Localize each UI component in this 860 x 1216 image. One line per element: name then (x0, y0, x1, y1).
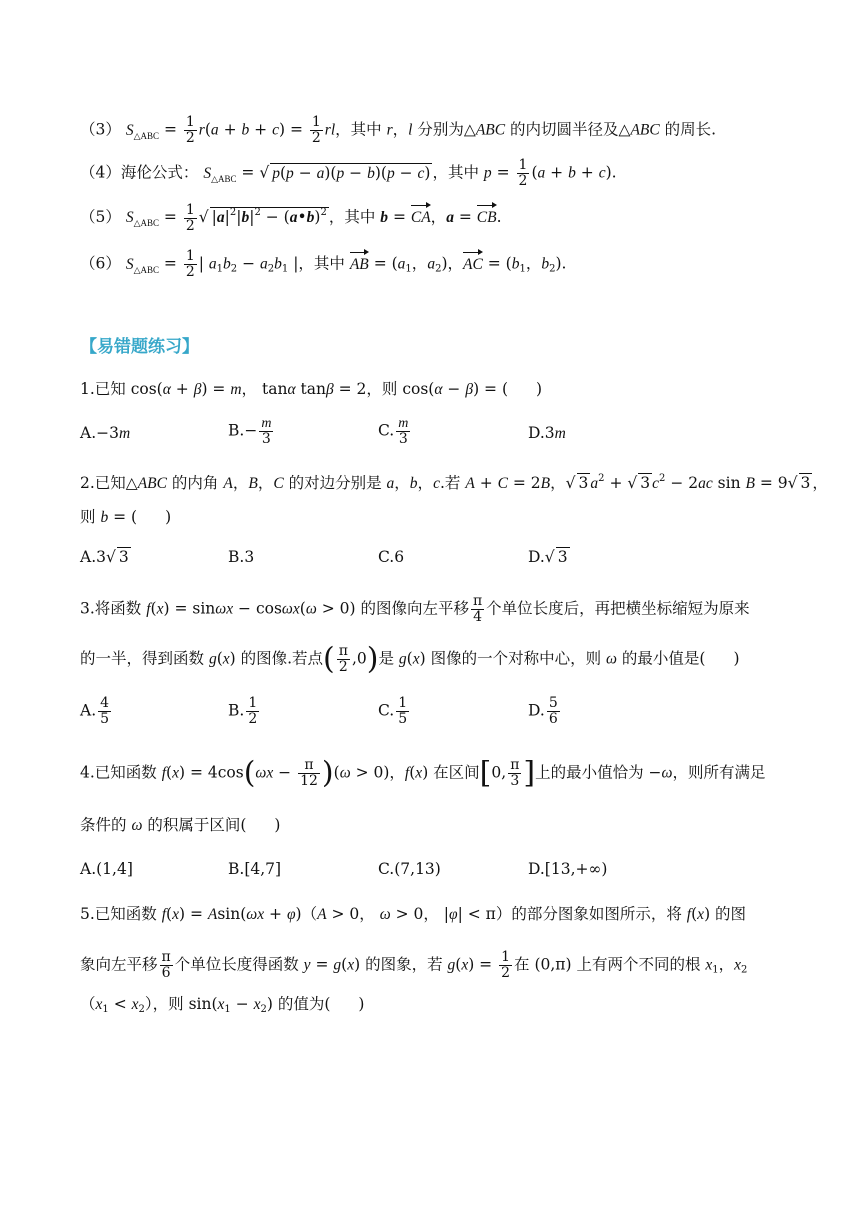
question-2-option-d: D.√ 3 (528, 548, 568, 566)
question-3-option-a: A. $\frac{4}{5}$ (80, 695, 110, 727)
formula-6-coordinates: （6） $S_{\triangle ABC}$ = $\frac{1}{2}$ | a1b2 − a2b1 |，其中 AB = (a1，a2)，AC = (b1，b2). (80, 248, 567, 280)
question-1-option-c: C. $\frac{m}{3}$ (378, 416, 409, 447)
section-heading: 【易错题练习】 (80, 337, 199, 357)
question-1-option-d: D.3m (528, 424, 566, 442)
question-2-stem-line-1: 2.已知△ABC 的内角 A，B，C 的对边分别是 a，b，c.若 A + C = 2B，√ 3 $a^2$ + √ 3 $c^2 - 2ac$ sin B = 9√ 3 ， (80, 473, 828, 492)
question-3-option-c: C. $\frac{1}{5}$ (378, 695, 408, 727)
question-4-stem-line-2: 条件的 ω 的积属于区间( ) (80, 816, 281, 834)
question-3-option-d: D. $\frac{5}{6}$ (528, 695, 558, 727)
formula-4-heron: （4）海伦公式： $S_{\triangle ABC}$ = √ p(p − a)(p − b)(p − c) ，其中 p = $\frac{1}{2}$ (a + b + c). (80, 157, 617, 189)
question-4-option-a: A.(1,4] (80, 860, 133, 878)
formula-5-label: （5） (80, 208, 121, 226)
question-2-stem-line-2: 则 b = ( ) (80, 508, 172, 526)
question-1-option-b: B.− $\frac{m}{3}$ (228, 416, 272, 447)
formula-5-vector: （5） $S_{\triangle ABC}$ = $\frac{1}{2}$ √ $|a|^2|b|^2$ − (a•b)$^2$ ，其中 b = CA，a = CB. (80, 201, 502, 234)
question-3-stem-line-2: 的一半，得到函数 g(x) 的图像.若点( $\frac{\pi}{2}$ ,0)是 g(x) 图像的一个对称中心，则 ω 的最小值是( ) (80, 641, 740, 677)
question-2-option-a: A.3√ 3 (80, 548, 129, 566)
question-1-option-a: A.−3m (80, 424, 131, 442)
formula-3-label: （3） (80, 120, 121, 139)
question-5-stem-line-2: 象向左平移 $\frac{\pi}{6}$ 个单位长度得函数 y = g(x) 的图象，若 g(x) = $\frac{1}{2}$ 在 (0,π) 上有两个不同的根 x1，x2 (80, 949, 748, 981)
formula-6-label: （6） (80, 254, 121, 273)
question-4-option-c: C.(7,13) (378, 860, 441, 878)
question-5-stem-line-3: （x1 < x2），则 sin(x1 − x2) 的值为( ) (80, 995, 365, 1015)
question-2-option-c: C.6 (378, 548, 405, 566)
formula-3: （3） $S_{\triangle ABC}$ = $\frac{1}{2}$ r(a + b + c) = $\frac{1}{2}$ rl，其中 r，l 分别为△ABC 的内切圆半径及△ABC 的周长. (80, 114, 717, 146)
question-4-option-d: D.[13,+∞) (528, 860, 608, 878)
question-5-stem-line-1: 5.已知函数 f(x) = Asin(ωx + φ)（A > 0， ω > 0， |φ| < π）的部分图象如图所示，将 f(x) 的图 (80, 905, 747, 923)
question-4-stem-line-1: 4.已知函数 f(x) = 4cos(ωx − $\frac{\pi}{12}$ )(ω > 0)，f(x) 在区间[0, $\frac{\pi}{3}$ ]上的最小值恰为 −ω，则所有满足 (80, 755, 766, 791)
question-3-stem-line-1: 3.将函数 f(x) = sinωx − cosωx(ω > 0) 的图像向左平移 $\frac{\pi}{4}$ 个单位长度后，再把横坐标缩短为原来 (80, 593, 750, 625)
question-2-option-b: B.3 (228, 548, 255, 566)
question-1-stem: 1.已知 cos(α + β) = m， tanα tanβ = 2，则 cos(α − β) = ( ) (80, 380, 543, 398)
formula-4-label: （4）海伦公式： (80, 163, 199, 182)
question-4-option-b: B.[4,7] (228, 860, 282, 878)
question-3-option-b: B. $\frac{1}{2}$ (228, 695, 258, 727)
